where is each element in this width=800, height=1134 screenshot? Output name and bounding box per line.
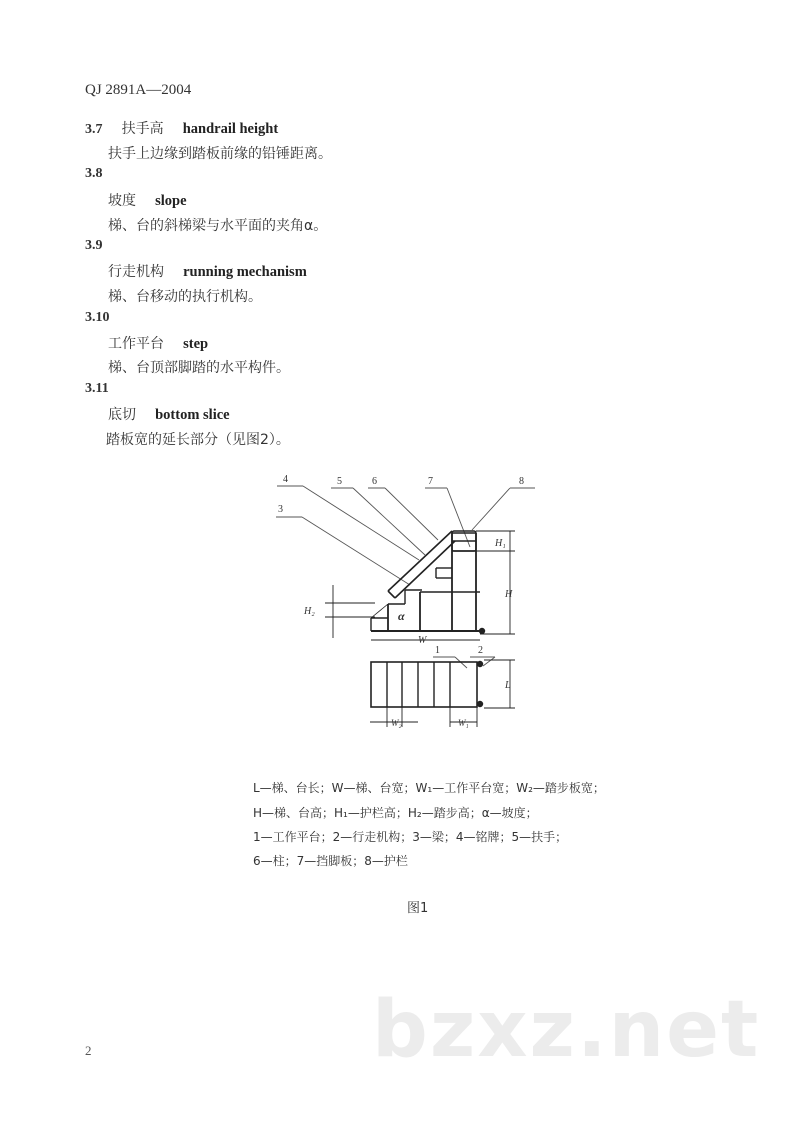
term-cn: 行走机构: [108, 264, 164, 280]
dim-h: H: [505, 589, 513, 600]
section-3-11-definition: 踏板宽的延长部分（见图2）。: [106, 432, 290, 448]
term-cn: 底切: [108, 407, 136, 423]
term-en: running mechanism: [183, 264, 307, 280]
watermark: bzxz.net: [372, 985, 761, 1075]
section-3-8-definition: 梯、台的斜梯梁与水平面的夹角α。: [108, 218, 328, 234]
document-code: QJ 2891A—2004: [85, 82, 192, 98]
callout-3: 3: [278, 504, 283, 515]
figure-legend-line-3: 1—工作平台；2—行走机构；3—梁；4—铭牌；5—扶手；: [253, 830, 568, 844]
callout-7: 7: [428, 476, 433, 487]
section-number: 3.7: [85, 122, 103, 137]
dim-w: W: [418, 635, 427, 646]
term-en: handrail height: [182, 121, 279, 137]
figure-legend-line-2: H—梯、台高；H₁—护栏高；H₂—踏步高；α—坡度；: [253, 806, 538, 820]
dim-l: L: [505, 680, 511, 691]
dim-h2: H₂: [304, 606, 315, 617]
term-en: step: [183, 336, 209, 352]
dim-w2: W₂: [391, 718, 402, 728]
figure-legend-line-1: L—梯、台长；W—梯、台宽；W₁—工作平台宽；W₂—踏步板宽；: [253, 781, 605, 795]
term-cn: 工作平台: [108, 336, 164, 352]
section-number: 3.8: [85, 166, 103, 181]
callout-6: 6: [372, 476, 377, 487]
section-3-10-definition: 梯、台顶部脚踏的水平构件。: [108, 360, 290, 376]
dim-h1: H₁: [495, 538, 506, 549]
term-cn: 坡度: [108, 193, 136, 209]
callout-8: 8: [519, 476, 524, 487]
term-en: bottom slice: [155, 407, 230, 423]
dim-w1: W₁: [458, 718, 469, 728]
callout-5: 5: [337, 476, 342, 487]
callout-1: 1: [435, 645, 440, 656]
section-number: 3.10: [85, 310, 110, 325]
callout-2: 2: [478, 645, 483, 656]
section-number: 3.9: [85, 238, 103, 253]
section-3-7-definition: 扶手上边缘到踏板前缘的铅锤距离。: [108, 146, 332, 162]
figure-caption: 图1: [407, 901, 429, 916]
section-3-9-definition: 梯、台移动的执行机构。: [108, 289, 262, 305]
section-number: 3.11: [85, 381, 109, 396]
callout-4: 4: [283, 474, 288, 485]
dim-alpha: α: [398, 609, 405, 623]
figure-legend-line-4: 6—柱；7—挡脚板；8—护栏: [253, 854, 408, 868]
term-cn: 扶手高: [121, 121, 164, 137]
term-en: slope: [155, 193, 187, 209]
page-number: 2: [85, 1043, 92, 1058]
